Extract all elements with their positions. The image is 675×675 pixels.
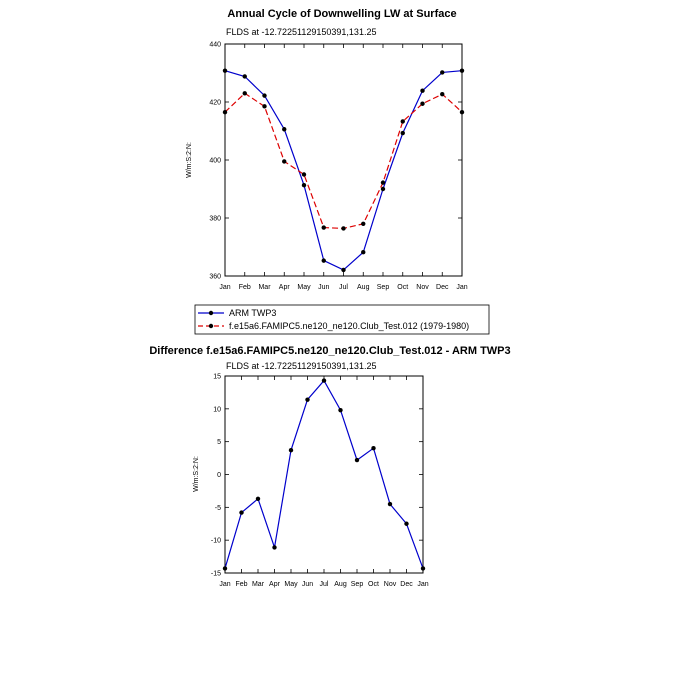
x-tick-label: Aug bbox=[357, 284, 370, 291]
series-0-point bbox=[401, 131, 405, 135]
series-0-point bbox=[302, 183, 306, 187]
series-1-point bbox=[401, 119, 405, 123]
legend-label-model: f.e15a6.FAMIPC5.ne120_ne120.Club_Test.012 (1979-1980) bbox=[229, 321, 470, 331]
x-tick-label: Feb bbox=[235, 581, 248, 588]
series-0-point bbox=[322, 378, 326, 382]
x-tick-label: Sep bbox=[350, 581, 364, 588]
series-0-point bbox=[338, 408, 342, 412]
x-tick-label: Jan bbox=[456, 284, 468, 291]
chart2-y-axis-label: W/m:S:2:N: bbox=[193, 456, 200, 492]
y-tick-label: -10 bbox=[210, 537, 221, 545]
series-1-point bbox=[361, 222, 365, 226]
legend-marker-arm bbox=[209, 311, 213, 315]
y-tick-label: 10 bbox=[213, 406, 221, 414]
x-tick-label: Apr bbox=[269, 581, 280, 588]
series-1-point bbox=[302, 172, 306, 176]
difference-chart bbox=[149, 345, 510, 588]
x-tick-label: Jun bbox=[301, 581, 314, 588]
x-tick-label: Aug bbox=[334, 581, 347, 588]
series-0-point bbox=[262, 93, 266, 97]
series-0-point bbox=[256, 497, 260, 501]
chart2-subtitle: FLDS at -12.72251129150391,131.25 bbox=[226, 361, 377, 371]
x-tick-label: May bbox=[297, 284, 311, 291]
chart2-plot-frame bbox=[225, 376, 423, 573]
legend-label-arm: ARM TWP3 bbox=[229, 308, 277, 318]
y-tick-label: 420 bbox=[209, 99, 221, 107]
series-0-point bbox=[272, 545, 276, 549]
series-line-0 bbox=[225, 71, 462, 270]
x-tick-label: Jan bbox=[219, 284, 231, 291]
x-tick-label: May bbox=[284, 581, 298, 588]
series-0-point bbox=[420, 88, 424, 92]
x-tick-label: Nov bbox=[383, 581, 397, 588]
series-line-0 bbox=[225, 381, 423, 569]
series-1-point bbox=[440, 92, 444, 96]
x-tick-label: Oct bbox=[368, 581, 379, 588]
series-0-point bbox=[381, 187, 385, 191]
series-1-point bbox=[420, 102, 424, 106]
x-tick-label: Jul bbox=[319, 581, 329, 588]
chart1-series bbox=[223, 68, 464, 272]
y-tick-label: 15 bbox=[213, 373, 221, 381]
series-1-point bbox=[282, 159, 286, 163]
series-0-point bbox=[289, 448, 293, 452]
series-0-point bbox=[361, 250, 365, 254]
legend-marker-model bbox=[209, 324, 213, 328]
annual-cycle-chart bbox=[186, 8, 468, 291]
series-1-point bbox=[460, 110, 464, 114]
series-0-point bbox=[355, 458, 359, 462]
series-1-point bbox=[223, 110, 227, 114]
series-0-point bbox=[322, 258, 326, 262]
y-tick-label: -5 bbox=[214, 504, 221, 512]
series-0-point bbox=[371, 446, 375, 450]
y-tick-label: 440 bbox=[209, 41, 221, 49]
x-tick-label: Dec bbox=[400, 581, 413, 588]
x-tick-label: Mar bbox=[251, 581, 265, 588]
y-tick-label: -15 bbox=[210, 570, 221, 578]
series-0-point bbox=[239, 510, 243, 514]
series-0-point bbox=[388, 502, 392, 506]
series-1-point bbox=[322, 225, 326, 229]
x-tick-label: Jun bbox=[318, 284, 330, 291]
x-tick-label: Jan bbox=[219, 581, 231, 588]
x-tick-label: Feb bbox=[238, 284, 251, 291]
x-tick-label: Nov bbox=[416, 284, 429, 291]
series-0-point bbox=[223, 68, 227, 72]
series-0-point bbox=[421, 566, 425, 570]
series-0-point bbox=[341, 268, 345, 272]
x-tick-label: Jul bbox=[339, 284, 348, 291]
series-0-point bbox=[243, 74, 247, 78]
series-0-point bbox=[305, 397, 309, 401]
x-tick-label: Apr bbox=[278, 284, 290, 291]
series-1-point bbox=[262, 104, 266, 108]
chart1-subtitle: FLDS at -12.72251129150391,131.25 bbox=[226, 27, 377, 37]
series-0-point bbox=[282, 127, 286, 131]
chart1-plot-frame bbox=[225, 44, 462, 276]
series-1-point bbox=[341, 226, 345, 230]
series-1-point bbox=[381, 180, 385, 184]
x-tick-label: Oct bbox=[397, 284, 409, 291]
x-tick-label: Sep bbox=[376, 284, 390, 291]
chart1-legend bbox=[195, 305, 489, 334]
chart2-axes bbox=[211, 374, 429, 589]
series-0-point bbox=[460, 68, 464, 72]
y-tick-label: 360 bbox=[209, 273, 221, 281]
series-0-point bbox=[404, 522, 408, 526]
x-tick-label: Jan bbox=[417, 581, 429, 588]
chart2-title: Difference f.e15a6.FAMIPC5.ne120_ne120.Club_Test.012 - ARM TWP3 bbox=[149, 345, 511, 357]
y-tick-label: 400 bbox=[209, 157, 221, 165]
series-line-1 bbox=[225, 93, 462, 228]
y-tick-label: 380 bbox=[209, 215, 221, 223]
chart1-title: Annual Cycle of Downwelling LW at Surface bbox=[227, 8, 457, 20]
chart1-y-axis-label: W/m:S:2:N: bbox=[186, 142, 193, 178]
x-tick-label: Dec bbox=[436, 284, 449, 291]
y-tick-label: 0 bbox=[217, 472, 221, 479]
series-1-point bbox=[243, 91, 247, 95]
y-tick-label: 5 bbox=[217, 439, 221, 447]
series-0-point bbox=[223, 566, 227, 570]
series-0-point bbox=[440, 70, 444, 74]
x-tick-label: Mar bbox=[258, 284, 271, 291]
chart2-series bbox=[223, 378, 425, 570]
